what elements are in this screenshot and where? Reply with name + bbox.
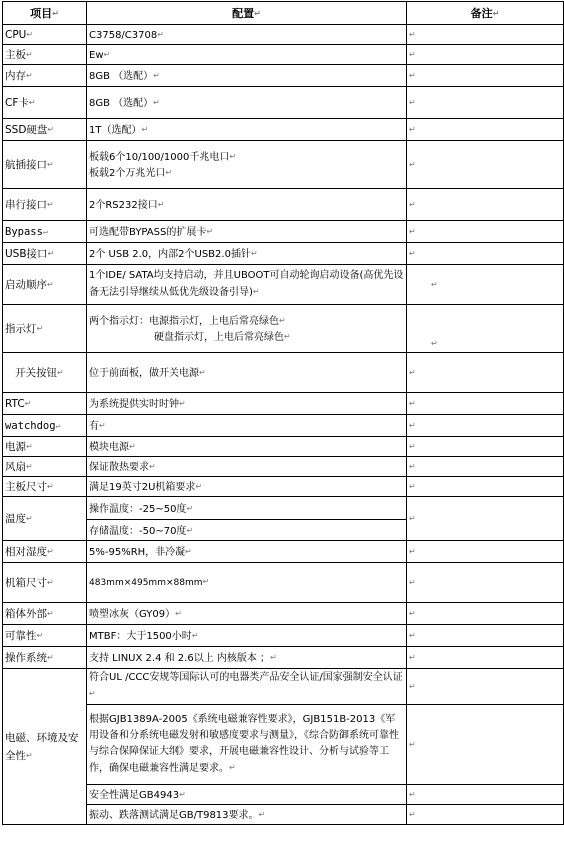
row-label: 开关按钮↵ <box>3 353 87 393</box>
row-note: ↵ <box>407 265 564 305</box>
row-label: 温度↵ <box>3 497 87 541</box>
row-label: 电源↵ <box>3 437 87 457</box>
row-note: ↵ <box>407 393 564 415</box>
table-row <box>3 625 564 647</box>
row-config: 支持 LINUX 2.4 和 2.6以上 内核版本 ；↵ <box>87 647 407 669</box>
table-row <box>3 647 564 669</box>
row-config: 板载6个10/100/1000千兆电口↵ 板载2个万兆光口↵ <box>87 141 407 189</box>
row-note: ↵ <box>407 119 564 141</box>
row-config: 5%-95%RH，非冷凝↵ <box>87 541 407 563</box>
table-row <box>3 541 564 563</box>
row-label: RTC↵ <box>3 393 87 415</box>
table-row <box>3 705 564 785</box>
row-config: 8GB （选配）↵ <box>87 65 407 87</box>
row-label: 电磁、环境及安全性↵ <box>3 669 87 825</box>
row-note: ↵ <box>407 705 564 785</box>
row-note: ↵ <box>407 541 564 563</box>
row-note: ↵ <box>407 305 564 353</box>
table-row <box>3 563 564 603</box>
row-label: 航插接口↵ <box>3 141 87 189</box>
table-row <box>3 669 564 705</box>
table-row <box>3 437 564 457</box>
row-config: 安全性满足GB4943↵ <box>87 785 407 805</box>
row-label: 相对湿度↵ <box>3 541 87 563</box>
header-note: 备注↵ <box>407 2 564 25</box>
row-config: 8GB （选配）↵ <box>87 87 407 119</box>
row-label: CPU↵ <box>3 25 87 45</box>
row-note: ↵ <box>407 647 564 669</box>
row-note: ↵ <box>407 25 564 45</box>
row-config: 保证散热要求↵ <box>87 457 407 477</box>
table-row <box>3 305 564 353</box>
row-note: ↵ <box>407 785 564 805</box>
table-row <box>3 415 564 437</box>
table-row <box>3 805 564 825</box>
row-note: ↵ <box>407 45 564 65</box>
row-config: 根据GJB1389A-2005《系统电磁兼容性要求》，GJB151B-2013《军用设备和分系统电磁发射和敏感度要求与测量》，《综合防御系统可靠性与综合保障保证大纲》要求，开展电磁兼容性设计、分析与试验等工作，确保电磁兼容性满足要求。↵ <box>87 705 407 785</box>
table-row <box>3 25 564 45</box>
row-note: ↵ <box>407 65 564 87</box>
row-note: ↵ <box>407 221 564 243</box>
row-config: 满足19英寸2U机箱要求↵ <box>87 477 407 497</box>
row-label: 启动顺序↵ <box>3 265 87 305</box>
table-row <box>3 477 564 497</box>
row-label: Bypass↵ <box>3 221 87 243</box>
row-config: 振动、跌落测试满足GB/T9813要求。↵ <box>87 805 407 825</box>
row-note: ↵ <box>407 457 564 477</box>
row-config: MTBF：大于1500小时↵ <box>87 625 407 647</box>
row-label: 主板↵ <box>3 45 87 65</box>
row-config: 位于前面板，做开关电源↵ <box>87 353 407 393</box>
table-row <box>3 265 564 305</box>
row-config: 喷塑冰灰（GY09）↵ <box>87 603 407 625</box>
row-config: 1T（选配）↵ <box>87 119 407 141</box>
row-config: 符合UL /CCC安规等国际认可的电器类产品安全认证/国家强制安全认证↵ <box>87 669 407 705</box>
table-row <box>3 243 564 265</box>
row-note: ↵ <box>407 625 564 647</box>
row-label: watchdog↵ <box>3 415 87 437</box>
row-config: C3758/C3708↵ <box>87 25 407 45</box>
table-row <box>3 353 564 393</box>
row-note: ↵ <box>407 437 564 457</box>
table-row <box>3 603 564 625</box>
row-note: ↵ <box>407 477 564 497</box>
row-label: USB接口↵ <box>3 243 87 265</box>
table-row <box>3 785 564 805</box>
table-row <box>3 119 564 141</box>
row-label: 可靠性↵ <box>3 625 87 647</box>
row-note: ↵ <box>407 243 564 265</box>
row-note: ↵ <box>407 805 564 825</box>
row-label: CF卡↵ <box>3 87 87 119</box>
table-row <box>3 393 564 415</box>
table-row <box>3 141 564 189</box>
row-label: 风扇↵ <box>3 457 87 477</box>
row-config: 为系统提供实时时钟↵ <box>87 393 407 415</box>
row-label: 操作系统↵ <box>3 647 87 669</box>
row-note: ↵ <box>407 603 564 625</box>
row-note: ↵ <box>407 563 564 603</box>
row-config: 1个IDE/ SATA均支持启动，并且UBOOT可自动轮询启动设备(高优先设备无法引导继续从低优先级设备引导)↵ <box>87 265 407 305</box>
row-note: ↵ <box>407 141 564 189</box>
row-config: 2个RS232接口↵ <box>87 189 407 221</box>
table-row <box>3 189 564 221</box>
row-label: 主板尺寸↵ <box>3 477 87 497</box>
table-row <box>3 87 564 119</box>
row-note: ↵ <box>407 669 564 705</box>
row-config: Ew↵ <box>87 45 407 65</box>
table-row <box>3 65 564 87</box>
row-config: 操作温度：-25~50度↵ 存储温度：-50~70度↵ <box>87 497 407 541</box>
row-config: 483mm×495mm×88mm↵ <box>87 563 407 603</box>
row-label: 箱体外部↵ <box>3 603 87 625</box>
row-label: SSD硬盘↵ <box>3 119 87 141</box>
table-row <box>3 457 564 477</box>
table-row <box>3 221 564 243</box>
row-note: ↵ <box>407 189 564 221</box>
header-config: 配置↵ <box>87 2 407 25</box>
row-config: 两个指示灯：电源指示灯，上电后常亮绿色↵ 硬盘指示灯，上电后常亮绿色↵ <box>87 305 407 353</box>
row-label: 串行接口↵ <box>3 189 87 221</box>
row-label: 指示灯↵ <box>3 305 87 353</box>
row-note: ↵ <box>407 353 564 393</box>
row-note: ↵ <box>407 497 564 541</box>
row-config: 可选配带BYPASS的扩展卡↵ <box>87 221 407 243</box>
row-label: 机箱尺寸↵ <box>3 563 87 603</box>
row-note: ↵ <box>407 87 564 119</box>
table-row <box>3 45 564 65</box>
header-item: 项目↵ <box>3 2 87 25</box>
row-note: ↵ <box>407 415 564 437</box>
header-row <box>3 2 564 25</box>
row-config: 有↵ <box>87 415 407 437</box>
row-label: 内存↵ <box>3 65 87 87</box>
row-config: 模块电源↵ <box>87 437 407 457</box>
table-row <box>3 497 564 541</box>
row-config: 2个 USB 2.0，内部2个USB2.0插针↵ <box>87 243 407 265</box>
spec-table <box>2 1 564 825</box>
